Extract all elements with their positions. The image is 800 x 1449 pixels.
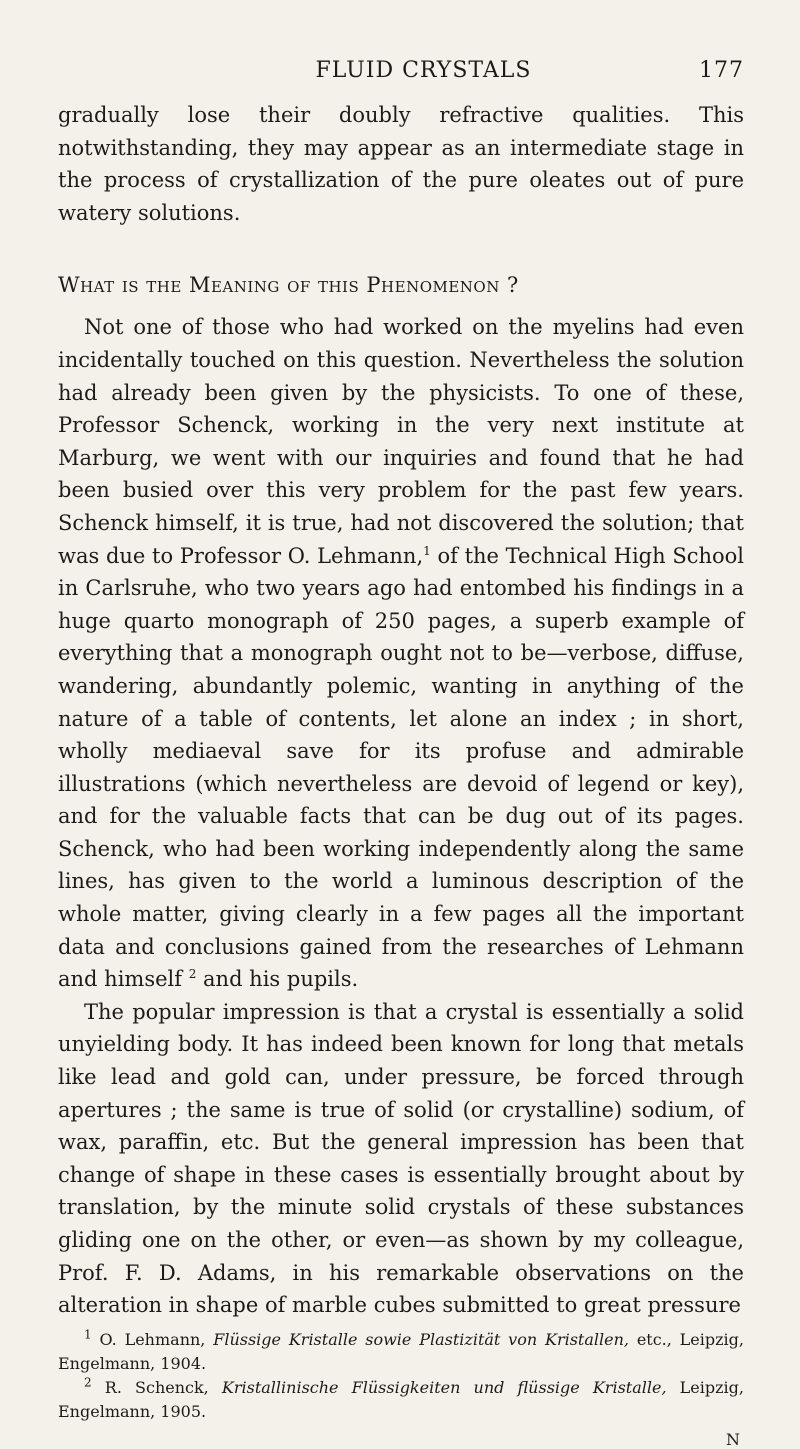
footnote-1 — [58, 1328, 744, 1376]
footnote-title: Kristallinische Flüssigkeiten und flüssige Kristalle, — [221, 1377, 667, 1397]
footnote-ref-1[interactable]: 1 — [423, 543, 431, 558]
paragraph-text-part: Not one of those who had worked on the myelins had even incidentally touched on this question. Nevertheless the solution had already been given by the physicists. To one of these, Professor Schenck, working in the very next institute at Marburg, we went with our inquiries and found that he had been busied over this very problem for the past few years. Schenck himself, it is true, had not discovered the solution; that was due to Professor O. Lehmann, — [58, 315, 744, 568]
paragraph-schenck-lehmann — [58, 311, 744, 995]
footnote-rest: etc., Leipzig, Engelmann, 1904. — [58, 1329, 745, 1373]
book-page — [58, 58, 744, 1449]
paragraph-text-part: and his pupils. — [196, 967, 359, 992]
footnote-author: O. Lehmann, — [99, 1329, 206, 1349]
footnote-mark: 2 — [84, 1375, 92, 1390]
paragraph-continued: gradually lose their doubly refractive qualities. This notwithstanding, they may appear as an intermediate stage in the process of crystallization of the pure oleates out of pure watery solutions. — [58, 103, 744, 225]
footnote-2 — [58, 1376, 744, 1424]
footnote-title: Flüssige Kristalle sowie Plastizität von Kristallen, — [213, 1329, 629, 1349]
footnote-mark: 1 — [84, 1327, 92, 1342]
body-text — [58, 99, 744, 1322]
footnote-author: R. Schenck, — [104, 1377, 209, 1397]
footnote-ref-2[interactable]: 2 — [188, 967, 197, 982]
section-heading: What is the Meaning of this Phenomenon ? — [58, 273, 519, 298]
running-head-title: FLUID CRYSTALS — [315, 58, 532, 83]
running-head — [58, 58, 744, 83]
paragraph-text-part: of the Technical High School in Carlsruhe, who two years ago had entombed his findings in a huge quarto monograph of 250 pages, a superb example of everything that a monograph ought not to be—verbose, diffuse, wandering, abundantly polemic, wanting in anything of the nature of a table of contents, let alone an index ; in short, wholly mediaeval save for its profuse and admirable illustrations (which nevertheless are devoid of legend or key), and for the valuable facts that can be dug out of its pages. Schenck, who had been working independently along the same lines, has given to the world a luminous description of the whole matter, giving clearly in a few pages all the important data and conclusions gained from the researches of Lehmann and himself — [58, 543, 745, 992]
paragraph-popular-impression: The popular impression is that a crystal is essentially a solid unyielding body. It has indeed been known for long that metals like lead and gold can, under pressure, be forced through apertures ; the same is true of solid (or crystalline) sodium, of wax, paraffin, etc. But the general impression has been that change of shape in these cases is essentially brought about by translation, by the minute solid crystals of these substances gliding one on the other, or even—as shown by my colleague, Prof. F. D. Adams, in his remarkable observations on the alteration in shape of marble cubes submitted to great pressure — [58, 999, 744, 1318]
footnote-rest: Leipzig, Engelmann, 1905. — [58, 1377, 744, 1421]
signature-mark: N — [726, 1429, 740, 1449]
footnotes — [58, 1328, 744, 1424]
page-number: 177 — [699, 58, 744, 83]
